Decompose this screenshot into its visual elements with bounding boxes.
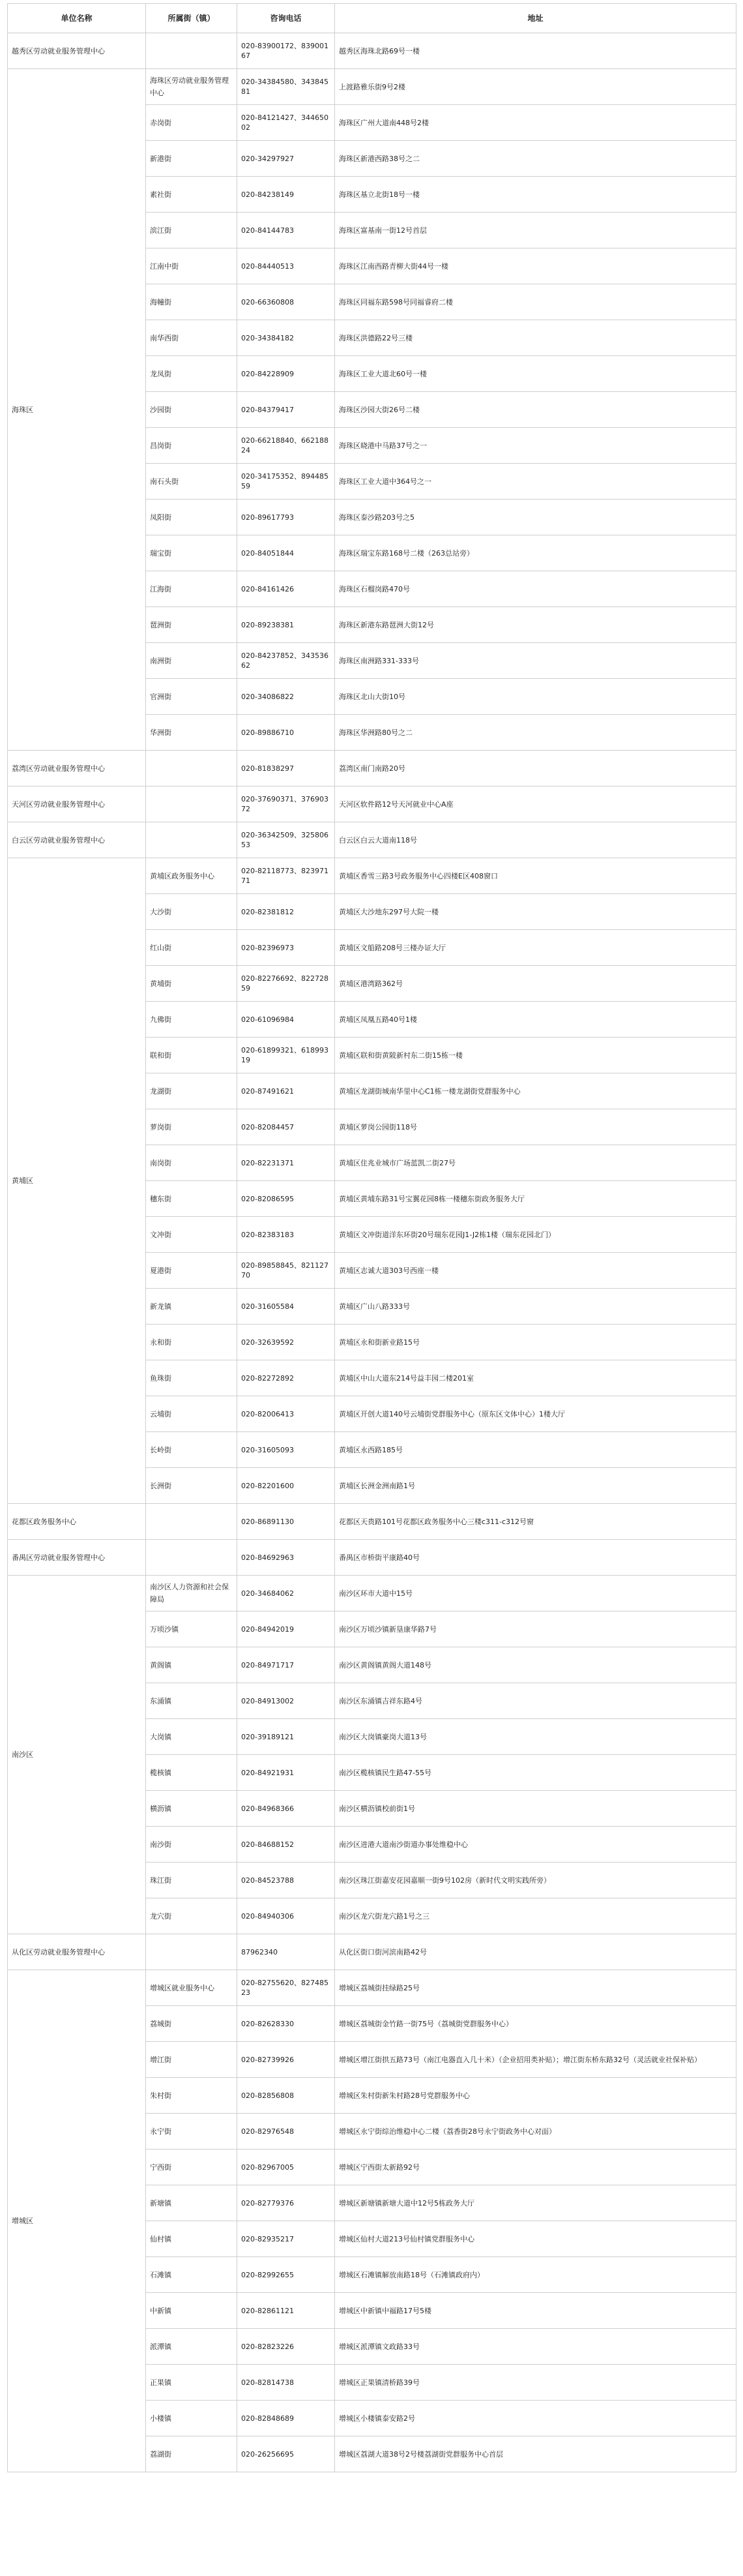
phone-cell: 020-84968366 xyxy=(237,1791,335,1827)
address-cell: 增城区荔城街挂绿路25号 xyxy=(335,1970,736,2006)
address-cell: 海珠区华洲路80号之二 xyxy=(335,715,736,751)
address-cell: 荔湾区南门南路20号 xyxy=(335,751,736,786)
street-cell: 南洲街 xyxy=(146,643,237,679)
address-cell: 南沙区龙穴街龙穴路1号之三 xyxy=(335,1898,736,1934)
address-cell: 海珠区富基南一街12号首层 xyxy=(335,213,736,248)
phone-cell: 87962340 xyxy=(237,1934,335,1970)
phone-cell: 020-84940306 xyxy=(237,1898,335,1934)
phone-cell: 020-84237852、34353662 xyxy=(237,643,335,679)
address-cell: 花都区天贵路101号花都区政务服务中心三楼c311-c312号窗 xyxy=(335,1504,736,1540)
phone-cell: 020-84692963 xyxy=(237,1540,335,1576)
phone-cell: 020-82755620、82748523 xyxy=(237,1970,335,2006)
street-cell: 榄核镇 xyxy=(146,1755,237,1791)
address-cell: 增城区永宁街综治维稳中心二楼（荔香街28号永宁街政务中心对面） xyxy=(335,2114,736,2149)
address-cell: 黄埔区长洲金洲南路1号 xyxy=(335,1468,736,1504)
phone-cell: 020-82383183 xyxy=(237,1217,335,1253)
street-cell: 荔湖街 xyxy=(146,2436,237,2472)
address-cell: 海珠区洪德路22号三楼 xyxy=(335,320,736,356)
phone-cell: 020-34384182 xyxy=(237,320,335,356)
address-cell: 增城区宁西街太新路92号 xyxy=(335,2149,736,2185)
street-cell: 官洲街 xyxy=(146,679,237,715)
phone-cell: 020-82861121 xyxy=(237,2293,335,2329)
street-cell xyxy=(146,1934,237,1970)
phone-cell: 020-36342509、32580653 xyxy=(237,822,335,858)
street-cell: 大沙街 xyxy=(146,894,237,930)
street-cell: 石滩镇 xyxy=(146,2257,237,2293)
table-row xyxy=(8,858,736,894)
address-cell: 黄埔区凤凰五路40号1楼 xyxy=(335,1002,736,1038)
phone-cell: 020-32639592 xyxy=(237,1325,335,1360)
phone-cell: 020-84238149 xyxy=(237,177,335,213)
table-row xyxy=(8,1540,736,1576)
header-phone: 咨询电话 xyxy=(237,4,335,33)
phone-cell: 020-31605584 xyxy=(237,1289,335,1325)
address-cell: 黄埔区志诚大道303号西座一楼 xyxy=(335,1253,736,1289)
address-cell: 海珠区基立北街18号一楼 xyxy=(335,177,736,213)
address-cell: 增城区中新镇中福路17号5楼 xyxy=(335,2293,736,2329)
street-cell: 新塘镇 xyxy=(146,2185,237,2221)
street-cell: 新港街 xyxy=(146,141,237,177)
address-cell: 海珠区同福东路598号同福睿府二楼 xyxy=(335,284,736,320)
street-cell: 联和街 xyxy=(146,1038,237,1073)
street-cell: 荔城街 xyxy=(146,2006,237,2042)
address-cell: 黄埔区文船路208号三楼办证大厅 xyxy=(335,930,736,966)
address-cell: 南沙区万顷沙镇新垦康华路7号 xyxy=(335,1611,736,1647)
phone-cell: 020-34684062 xyxy=(237,1576,335,1611)
phone-cell: 020-87491621 xyxy=(237,1073,335,1109)
street-cell: 昌岗街 xyxy=(146,428,237,464)
unit-name-cell: 天河区劳动就业服务管理中心 xyxy=(8,786,146,822)
address-cell: 南沙区黄阁镇黄阁大道148号 xyxy=(335,1647,736,1683)
street-cell: 琶洲街 xyxy=(146,607,237,643)
street-cell: 滨江街 xyxy=(146,213,237,248)
table-row xyxy=(8,1934,736,1970)
street-cell: 长岭街 xyxy=(146,1432,237,1468)
street-cell: 鱼珠街 xyxy=(146,1360,237,1396)
street-cell: 南石头街 xyxy=(146,464,237,500)
address-cell: 天河区软件路12号天河就业中心A座 xyxy=(335,786,736,822)
phone-cell: 020-84921931 xyxy=(237,1755,335,1791)
street-cell: 南华西街 xyxy=(146,320,237,356)
street-cell: 黄阁镇 xyxy=(146,1647,237,1683)
table-row xyxy=(8,1970,736,2006)
street-cell: 龙穴街 xyxy=(146,1898,237,1934)
phone-cell: 020-84379417 xyxy=(237,392,335,428)
street-cell: 江海街 xyxy=(146,571,237,607)
address-cell: 黄埔区大沙地东297号大院一楼 xyxy=(335,894,736,930)
address-cell: 黄埔区广山八路333号 xyxy=(335,1289,736,1325)
phone-cell: 020-61096984 xyxy=(237,1002,335,1038)
street-cell: 赤岗街 xyxy=(146,105,237,141)
address-cell: 增城区荔城街金竹路一街75号（荔城街党群服务中心） xyxy=(335,2006,736,2042)
street-cell xyxy=(146,1540,237,1576)
phone-cell: 020-82779376 xyxy=(237,2185,335,2221)
address-cell: 增城区新塘镇新塘大道中12号5栋政务大厅 xyxy=(335,2185,736,2221)
street-cell: 万顷沙镇 xyxy=(146,1611,237,1647)
street-cell: 穗东街 xyxy=(146,1181,237,1217)
street-cell: 海幢街 xyxy=(146,284,237,320)
street-cell: 南岗街 xyxy=(146,1145,237,1181)
address-cell: 黄埔区黄埔东路31号宝翼花园8栋一楼穗东街政务服务大厅 xyxy=(335,1181,736,1217)
address-cell: 海珠区新港东路琶洲大街12号 xyxy=(335,607,736,643)
phone-cell: 020-37690371、37690372 xyxy=(237,786,335,822)
street-cell: 红山街 xyxy=(146,930,237,966)
address-cell: 增城区荔湖大道38号2号楼荔湖街党群服务中心首层 xyxy=(335,2436,736,2472)
address-cell: 黄埔区住兆业城市广场蓝凯二街27号 xyxy=(335,1145,736,1181)
address-cell: 海珠区石榴岗路470号 xyxy=(335,571,736,607)
street-cell: 龙湖街 xyxy=(146,1073,237,1109)
phone-cell: 020-82118773、82397171 xyxy=(237,858,335,894)
address-cell: 增城区正果镇清桥路39号 xyxy=(335,2365,736,2401)
address-cell: 海珠区沙园大街26号二楼 xyxy=(335,392,736,428)
address-cell: 黄埔区港湾路362号 xyxy=(335,966,736,1002)
street-cell: 素社街 xyxy=(146,177,237,213)
street-cell: 南沙区人力资源和社会保障局 xyxy=(146,1576,237,1611)
street-cell xyxy=(146,786,237,822)
address-cell: 增城区小楼镇泰安路2号 xyxy=(335,2401,736,2436)
phone-cell: 020-89617793 xyxy=(237,500,335,535)
address-cell: 黄埔区开创大道140号云埔街党群服务中心（原东区文体中心）1楼大厅 xyxy=(335,1396,736,1432)
address-cell: 南沙区进港大道南沙街道办事处维稳中心 xyxy=(335,1827,736,1863)
phone-cell: 020-84228909 xyxy=(237,356,335,392)
street-cell xyxy=(146,751,237,786)
street-cell: 永宁街 xyxy=(146,2114,237,2149)
phone-cell: 020-82084457 xyxy=(237,1109,335,1145)
street-cell: 南沙街 xyxy=(146,1827,237,1863)
street-cell: 派潭镇 xyxy=(146,2329,237,2365)
table-row xyxy=(8,1576,736,1611)
phone-cell: 020-84523788 xyxy=(237,1863,335,1898)
phone-cell: 020-61899321、61899319 xyxy=(237,1038,335,1073)
phone-cell: 020-34175352、89448559 xyxy=(237,464,335,500)
table-header-row xyxy=(8,4,736,33)
phone-cell: 020-82231371 xyxy=(237,1145,335,1181)
unit-name-cell: 增城区 xyxy=(8,1970,146,2472)
address-cell: 海珠区瑞宝东路168号二楼（263总站旁） xyxy=(335,535,736,571)
address-cell: 海珠区泰沙路203号之5 xyxy=(335,500,736,535)
address-cell: 海珠区北山大街10号 xyxy=(335,679,736,715)
street-cell: 海珠区劳动就业服务管理中心 xyxy=(146,69,237,105)
unit-name-cell: 白云区劳动就业服务管理中心 xyxy=(8,822,146,858)
address-cell: 海珠区新港西路38号之二 xyxy=(335,141,736,177)
street-cell: 增城区就业服务中心 xyxy=(146,1970,237,2006)
address-cell: 南沙区东涌镇吉祥东路4号 xyxy=(335,1683,736,1719)
phone-cell: 020-34297927 xyxy=(237,141,335,177)
phone-cell: 020-82992655 xyxy=(237,2257,335,2293)
unit-name-cell: 海珠区 xyxy=(8,69,146,751)
phone-cell: 020-34086822 xyxy=(237,679,335,715)
street-cell: 东涌镇 xyxy=(146,1683,237,1719)
address-cell: 黄埔区萝岗公园街118号 xyxy=(335,1109,736,1145)
street-cell: 黄埔街 xyxy=(146,966,237,1002)
street-cell: 文冲街 xyxy=(146,1217,237,1253)
street-cell: 长洲街 xyxy=(146,1468,237,1504)
phone-cell: 020-89238381 xyxy=(237,607,335,643)
phone-cell: 020-82976548 xyxy=(237,2114,335,2149)
table-row xyxy=(8,822,736,858)
phone-cell: 020-82848689 xyxy=(237,2401,335,2436)
table-row xyxy=(8,33,736,69)
phone-cell: 020-82381812 xyxy=(237,894,335,930)
address-cell: 从化区街口街河滨南路42号 xyxy=(335,1934,736,1970)
street-cell: 新龙镇 xyxy=(146,1289,237,1325)
street-cell xyxy=(146,822,237,858)
street-cell: 大岗镇 xyxy=(146,1719,237,1755)
street-cell xyxy=(146,1504,237,1540)
street-cell: 沙园街 xyxy=(146,392,237,428)
table-row xyxy=(8,69,736,105)
table-body xyxy=(8,33,736,2472)
address-cell: 海珠区工业大道北60号一楼 xyxy=(335,356,736,392)
address-cell: 海珠区广州大道南448号2楼 xyxy=(335,105,736,141)
phone-cell: 020-82967005 xyxy=(237,2149,335,2185)
contact-table xyxy=(7,3,736,2472)
address-cell: 海珠区南洲路331-333号 xyxy=(335,643,736,679)
header-street: 所属街（镇） xyxy=(146,4,237,33)
unit-name-cell: 从化区劳动就业服务管理中心 xyxy=(8,1934,146,1970)
phone-cell: 020-89858845、82112770 xyxy=(237,1253,335,1289)
street-cell: 瑞宝街 xyxy=(146,535,237,571)
address-cell: 番禺区市桥街平康路40号 xyxy=(335,1540,736,1576)
street-cell: 横沥镇 xyxy=(146,1791,237,1827)
street-cell: 九佛街 xyxy=(146,1002,237,1038)
address-cell: 黄埔区永西路185号 xyxy=(335,1432,736,1468)
phone-cell: 020-84121427、34465002 xyxy=(237,105,335,141)
phone-cell: 020-84688152 xyxy=(237,1827,335,1863)
street-cell: 仙村镇 xyxy=(146,2221,237,2257)
phone-cell: 020-82086595 xyxy=(237,1181,335,1217)
unit-name-cell: 花都区政务服务中心 xyxy=(8,1504,146,1540)
table-row xyxy=(8,786,736,822)
phone-cell: 020-82276692、82272859 xyxy=(237,966,335,1002)
address-cell: 黄埔区龙湖街城南华里中心C1栋一楼龙湖街党群服务中心 xyxy=(335,1073,736,1109)
street-cell: 宁西街 xyxy=(146,2149,237,2185)
phone-cell: 020-82272892 xyxy=(237,1360,335,1396)
phone-cell: 020-82739926 xyxy=(237,2042,335,2078)
street-cell: 永和街 xyxy=(146,1325,237,1360)
address-cell: 增城区增江街拱五路73号（南江电器直入几十米）（企业招用类补贴）；增江街东桥东路32号（灵活就业社保补贴） xyxy=(335,2042,736,2078)
street-cell: 增江街 xyxy=(146,2042,237,2078)
header-address: 地址 xyxy=(335,4,736,33)
phone-cell: 020-84144783 xyxy=(237,213,335,248)
phone-cell: 020-82201600 xyxy=(237,1468,335,1504)
address-cell: 黄埔区永和街新业路15号 xyxy=(335,1325,736,1360)
phone-cell: 020-39189121 xyxy=(237,1719,335,1755)
phone-cell: 020-84971717 xyxy=(237,1647,335,1683)
address-cell: 黄埔区香雪三路3号政务服务中心四楼E区408窗口 xyxy=(335,858,736,894)
phone-cell: 020-66218840、66218824 xyxy=(237,428,335,464)
street-cell: 中新镇 xyxy=(146,2293,237,2329)
address-cell: 黄埔区联和街黄陂新村东二街15栋一楼 xyxy=(335,1038,736,1073)
address-cell: 增城区石滩镇解放南路18号（石滩镇政府内） xyxy=(335,2257,736,2293)
phone-cell: 020-34384580、34384581 xyxy=(237,69,335,105)
unit-name-cell: 番禺区劳动就业服务管理中心 xyxy=(8,1540,146,1576)
street-cell: 江南中街 xyxy=(146,248,237,284)
unit-name-cell: 南沙区 xyxy=(8,1576,146,1934)
phone-cell: 020-84440513 xyxy=(237,248,335,284)
phone-cell: 020-81838297 xyxy=(237,751,335,786)
phone-cell: 020-82935217 xyxy=(237,2221,335,2257)
phone-cell: 020-26256695 xyxy=(237,2436,335,2472)
street-cell xyxy=(146,33,237,69)
phone-cell: 020-82396973 xyxy=(237,930,335,966)
phone-cell: 020-82814738 xyxy=(237,2365,335,2401)
address-cell: 增城区仙村大道213号仙村镇党群服务中心 xyxy=(335,2221,736,2257)
phone-cell: 020-84942019 xyxy=(237,1611,335,1647)
phone-cell: 020-31605093 xyxy=(237,1432,335,1468)
table-row xyxy=(8,1504,736,1540)
phone-cell: 020-82628330 xyxy=(237,2006,335,2042)
address-cell: 南沙区大岗镇豪岗大道13号 xyxy=(335,1719,736,1755)
phone-cell: 020-86891130 xyxy=(237,1504,335,1540)
address-cell: 海珠区晓港中马路37号之一 xyxy=(335,428,736,464)
street-cell: 正果镇 xyxy=(146,2365,237,2401)
street-cell: 华洲街 xyxy=(146,715,237,751)
address-cell: 增城区派潭镇文政路33号 xyxy=(335,2329,736,2365)
unit-name-cell: 黄埔区 xyxy=(8,858,146,1504)
street-cell: 凤阳街 xyxy=(146,500,237,535)
address-cell: 黄埔区中山大道东214号益丰园二楼201室 xyxy=(335,1360,736,1396)
phone-cell: 020-84161426 xyxy=(237,571,335,607)
phone-cell: 020-89886710 xyxy=(237,715,335,751)
phone-cell: 020-82006413 xyxy=(237,1396,335,1432)
table-row xyxy=(8,751,736,786)
street-cell: 珠江街 xyxy=(146,1863,237,1898)
address-cell: 黄埔区文冲街道洋东环街20号瑞东花园J1-J2栋1楼（瑞东花园北门） xyxy=(335,1217,736,1253)
street-cell: 云埔街 xyxy=(146,1396,237,1432)
street-cell: 小楼镇 xyxy=(146,2401,237,2436)
phone-cell: 020-83900172、83900167 xyxy=(237,33,335,69)
phone-cell: 020-82823226 xyxy=(237,2329,335,2365)
header-unit: 单位名称 xyxy=(8,4,146,33)
unit-name-cell: 荔湾区劳动就业服务管理中心 xyxy=(8,751,146,786)
phone-cell: 020-84913002 xyxy=(237,1683,335,1719)
street-cell: 朱村街 xyxy=(146,2078,237,2114)
street-cell: 萝岗街 xyxy=(146,1109,237,1145)
address-cell: 越秀区海珠北路69号一楼 xyxy=(335,33,736,69)
phone-cell: 020-82856808 xyxy=(237,2078,335,2114)
address-cell: 南沙区环市大道中15号 xyxy=(335,1576,736,1611)
phone-cell: 020-66360808 xyxy=(237,284,335,320)
address-cell: 白云区白云大道南118号 xyxy=(335,822,736,858)
address-cell: 上渡路雅乐街9号2楼 xyxy=(335,69,736,105)
address-cell: 南沙区珠江街嘉安花园嘉顺一街9号102房（新时代文明实践所旁） xyxy=(335,1863,736,1898)
street-cell: 黄埔区政务服务中心 xyxy=(146,858,237,894)
street-cell: 夏港街 xyxy=(146,1253,237,1289)
address-cell: 南沙区榄核镇民生路47-55号 xyxy=(335,1755,736,1791)
street-cell: 龙凤街 xyxy=(146,356,237,392)
address-cell: 海珠区工业大道中364号之一 xyxy=(335,464,736,500)
address-cell: 南沙区横沥镇校前街1号 xyxy=(335,1791,736,1827)
address-cell: 海珠区江南西路青柳大街44号一楼 xyxy=(335,248,736,284)
phone-cell: 020-84051844 xyxy=(237,535,335,571)
unit-name-cell: 越秀区劳动就业服务管理中心 xyxy=(8,33,146,69)
address-cell: 增城区朱村街新朱村路28号党群服务中心 xyxy=(335,2078,736,2114)
